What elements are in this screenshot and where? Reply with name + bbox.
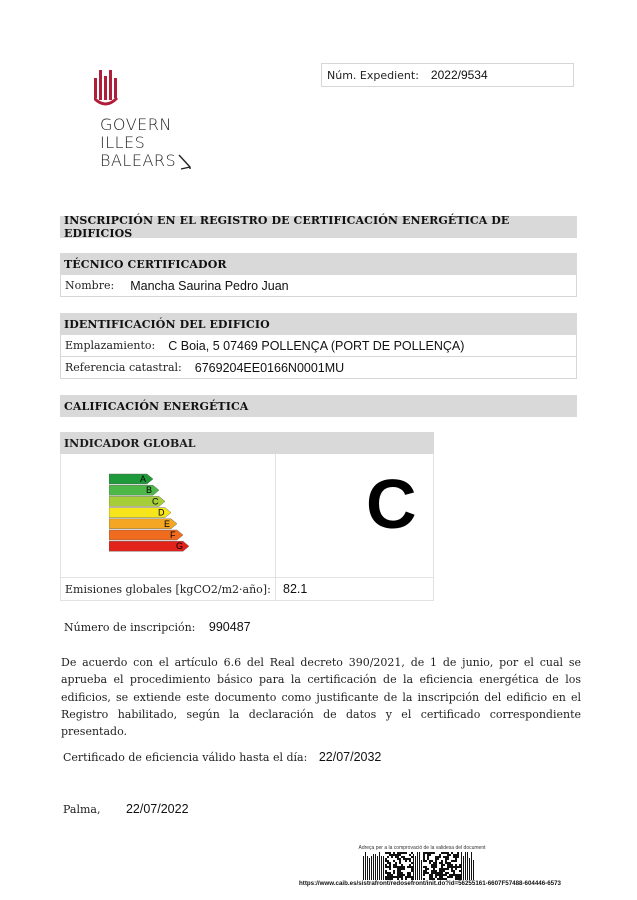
verification-qr-barcode-icon: [363, 852, 475, 880]
logo-line-3: BALEARS: [100, 151, 177, 170]
energy-scale-letter-b: B: [146, 485, 153, 496]
nombre-label: Nombre:: [65, 279, 115, 292]
indicador-global-box: [60, 454, 434, 578]
energy-scale-chart: [109, 473, 193, 559]
verification-url[interactable]: https://www.caib.es/sistrafront/redosefront/init.do?id=56255161-6607F57488-604446-6573: [299, 880, 561, 887]
document-title: INSCRIPCIÓN EN EL REGISTRO DE CERTIFICACIÓN ENERGÉTICA DE EDIFICIOS: [60, 216, 577, 238]
validez-label: Certificado de eficiencia válido hasta el día:: [63, 751, 308, 764]
firma-place: Palma,: [63, 803, 101, 816]
indicador-divider: [275, 454, 276, 578]
emisiones-label: Emisiones globales [kgCO2/m2·año]:: [65, 582, 271, 596]
emisiones-row: [60, 578, 434, 601]
energy-scale-letter-a: A: [140, 474, 147, 484]
logo-line-2: ILLES: [100, 133, 146, 152]
calificacion-heading: CALIFICACIÓN ENERGÉTICA: [60, 395, 577, 417]
logo-line-1: GOVERN: [100, 115, 172, 134]
expediente-box: [321, 63, 574, 87]
logo-slash-icon: [178, 154, 192, 170]
energy-scale-letter-c: C: [152, 496, 159, 507]
legal-paragraph: De acuerdo con el artículo 6.6 del Real decreto 390/2021, de 1 de junio, por el cual se aprueba el procedimiento básico para la certificación de la eficiencia energética de los edificios, se extiende este documento como justificante de la inscripción del edificio en el Registro habilitado, según la declaración de datos y el certificado correspondiente presentado.: [61, 656, 581, 739]
energy-scale-bar-a: [109, 474, 153, 484]
referencia-value: 6769204EE0166N0001MU: [194, 360, 345, 375]
inscripcion-value: 990487: [208, 620, 251, 634]
firma-line: [63, 802, 189, 816]
emplazamiento-value: C Boia, 5 07469 POLLENÇA (PORT DE POLLENÇA): [168, 338, 465, 353]
emplazamiento-row: [60, 335, 577, 357]
validez-line: [63, 750, 381, 764]
inscripcion-line: [64, 620, 251, 634]
energy-scale-letter-g: G: [176, 541, 184, 552]
energy-scale-letter-d: D: [158, 507, 165, 518]
referencia-row: [60, 357, 577, 379]
tecnico-heading: TÉCNICO CERTIFICADOR: [60, 253, 577, 275]
emisiones-divider: [275, 578, 276, 600]
govern-illes-balears-logo: [94, 70, 214, 180]
verification-caption: Adreça per a la comprovació de la validesa del document: [358, 845, 486, 851]
emisiones-value: 82.1: [283, 582, 308, 596]
energy-scale-letter-f: F: [170, 530, 176, 540]
referencia-label: Referencia catastral:: [65, 361, 182, 374]
firma-date: 22/07/2022: [125, 802, 189, 816]
expediente-label: Núm. Expedient:: [327, 68, 419, 82]
inscripcion-label: Número de inscripción:: [64, 621, 196, 634]
nombre-value: Mancha Saurina Pedro Juan: [130, 278, 289, 293]
expediente-value: 2022/9534: [430, 68, 488, 82]
indicador-global-heading: INDICADOR GLOBAL: [60, 432, 434, 454]
energy-rating-letter: C: [366, 465, 417, 543]
emplazamiento-label: Emplazamiento:: [65, 339, 156, 352]
edificio-heading: IDENTIFICACIÓN DEL EDIFICIO: [60, 313, 577, 335]
govern-illes-balears-emblem-icon: [94, 70, 120, 106]
validez-value: 22/07/2032: [318, 750, 382, 764]
tecnico-nombre-row: [60, 275, 577, 297]
energy-scale-letter-e: E: [164, 518, 171, 529]
